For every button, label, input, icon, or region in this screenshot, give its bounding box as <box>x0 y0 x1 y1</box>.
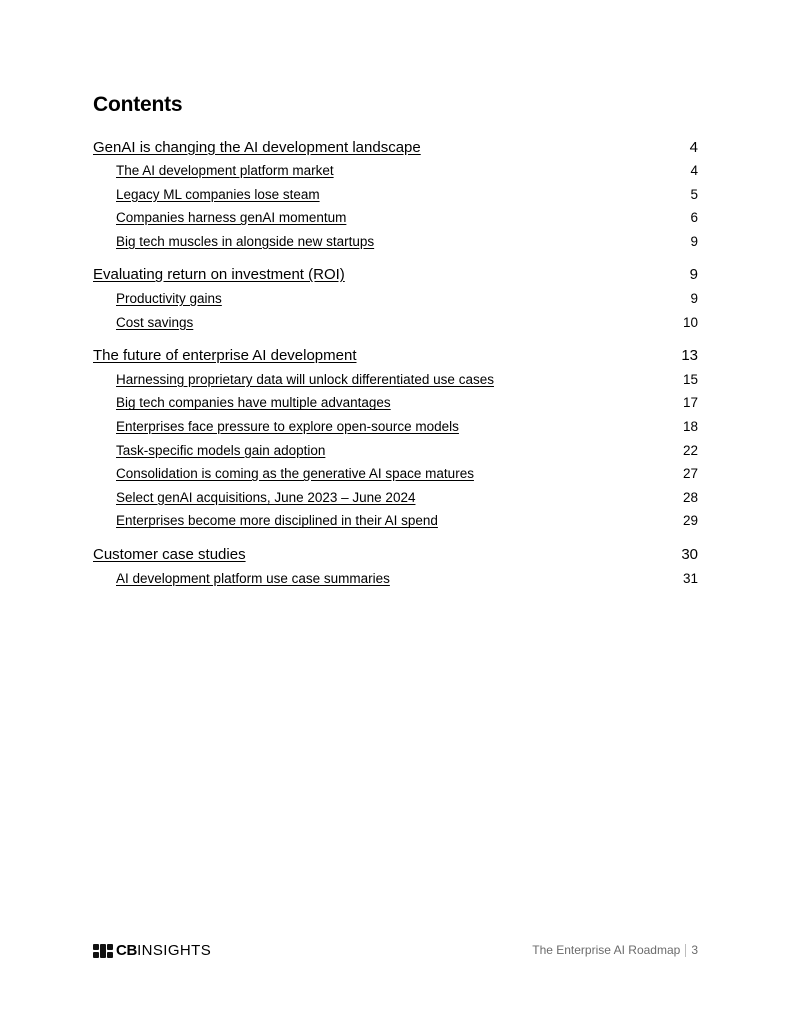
toc-section-heading[interactable] <box>93 137 698 159</box>
toc-link[interactable]: Legacy ML companies lose steam <box>116 186 320 202</box>
toc-link[interactable]: The future of enterprise AI development <box>93 347 357 365</box>
toc-page-number: 9 <box>690 233 698 249</box>
toc-entry[interactable] <box>93 462 698 486</box>
toc-page-number: 9 <box>690 290 698 306</box>
logo-wordmark-light: INSIGHTS <box>137 942 212 959</box>
toc-page-number: 27 <box>682 466 698 482</box>
footer-divider <box>685 944 686 957</box>
toc-entry[interactable] <box>93 415 698 439</box>
toc-page-number: 13 <box>681 347 698 365</box>
toc-link[interactable]: AI development platform use case summaries <box>116 570 390 586</box>
toc-link[interactable]: Big tech muscles in alongside new startups <box>116 233 375 249</box>
toc-section-heading[interactable] <box>93 263 698 287</box>
toc-entry[interactable] <box>93 159 698 183</box>
toc-link[interactable]: Productivity gains <box>116 290 222 306</box>
toc-entry[interactable] <box>93 486 698 510</box>
toc-link[interactable]: GenAI is changing the AI development landscape <box>93 139 421 156</box>
toc-entry[interactable] <box>93 183 698 207</box>
toc-page-number: 22 <box>682 442 698 458</box>
logo-wordmark-bold: CB <box>116 942 138 959</box>
toc-entry[interactable] <box>93 287 698 311</box>
toc-entry[interactable] <box>93 509 698 533</box>
toc-page-number: 31 <box>682 570 698 586</box>
table-of-contents <box>93 137 698 600</box>
toc-entry[interactable] <box>93 567 698 591</box>
toc-entry[interactable] <box>93 311 698 335</box>
toc-page-number: 5 <box>690 186 698 202</box>
toc-link[interactable]: Big tech companies have multiple advantages <box>116 395 391 411</box>
toc-entry[interactable] <box>93 439 698 463</box>
toc-page-number: 28 <box>682 489 698 505</box>
toc-link[interactable]: Companies harness genAI momentum <box>116 210 347 226</box>
toc-entry[interactable] <box>93 206 698 230</box>
page-title: Contents <box>93 93 183 116</box>
toc-page-number: 10 <box>682 314 698 330</box>
toc-page-number: 30 <box>681 545 698 563</box>
footer-info <box>532 943 698 957</box>
toc-entry[interactable] <box>93 391 698 415</box>
toc-section <box>93 137 698 253</box>
toc-link[interactable]: Enterprises face pressure to explore open-source models <box>116 418 459 434</box>
toc-link[interactable]: Cost savings <box>116 314 194 330</box>
toc-page-number: 29 <box>682 513 698 529</box>
toc-link[interactable]: Evaluating return on investment (ROI) <box>93 266 345 284</box>
toc-link[interactable]: Select genAI acquisitions, June 2023 – June 2024 <box>116 489 416 505</box>
toc-entry[interactable] <box>93 230 698 254</box>
page-number: 3 <box>691 943 698 957</box>
toc-page-number: 17 <box>682 395 698 411</box>
report-title: The Enterprise AI Roadmap <box>532 943 681 957</box>
toc-section <box>93 344 698 533</box>
toc-link[interactable]: Consolidation is coming as the generative AI space matures <box>116 466 474 482</box>
toc-link[interactable]: Enterprises become more disciplined in their AI spend <box>116 513 438 529</box>
toc-section-heading[interactable] <box>93 344 698 368</box>
toc-page-number: 9 <box>689 266 698 284</box>
cb-insights-logo-icon <box>93 944 113 958</box>
toc-section-heading[interactable] <box>93 543 698 567</box>
page-footer <box>93 940 698 962</box>
toc-page-number: 18 <box>682 418 698 434</box>
toc-entry[interactable] <box>93 368 698 392</box>
toc-page-number: 6 <box>690 210 698 226</box>
cb-insights-logo <box>93 942 211 959</box>
toc-link[interactable]: Task-specific models gain adoption <box>116 442 326 458</box>
toc-page-number: 4 <box>690 163 698 178</box>
toc-section <box>93 543 698 590</box>
toc-section <box>93 263 698 334</box>
logo-wordmark <box>116 942 211 959</box>
toc-link[interactable]: Customer case studies <box>93 545 246 563</box>
toc-link[interactable]: Harnessing proprietary data will unlock differentiated use cases <box>116 371 494 387</box>
toc-link[interactable]: The AI development platform market <box>116 163 334 178</box>
toc-page-number: 4 <box>689 139 698 156</box>
toc-page-number: 15 <box>682 371 698 387</box>
